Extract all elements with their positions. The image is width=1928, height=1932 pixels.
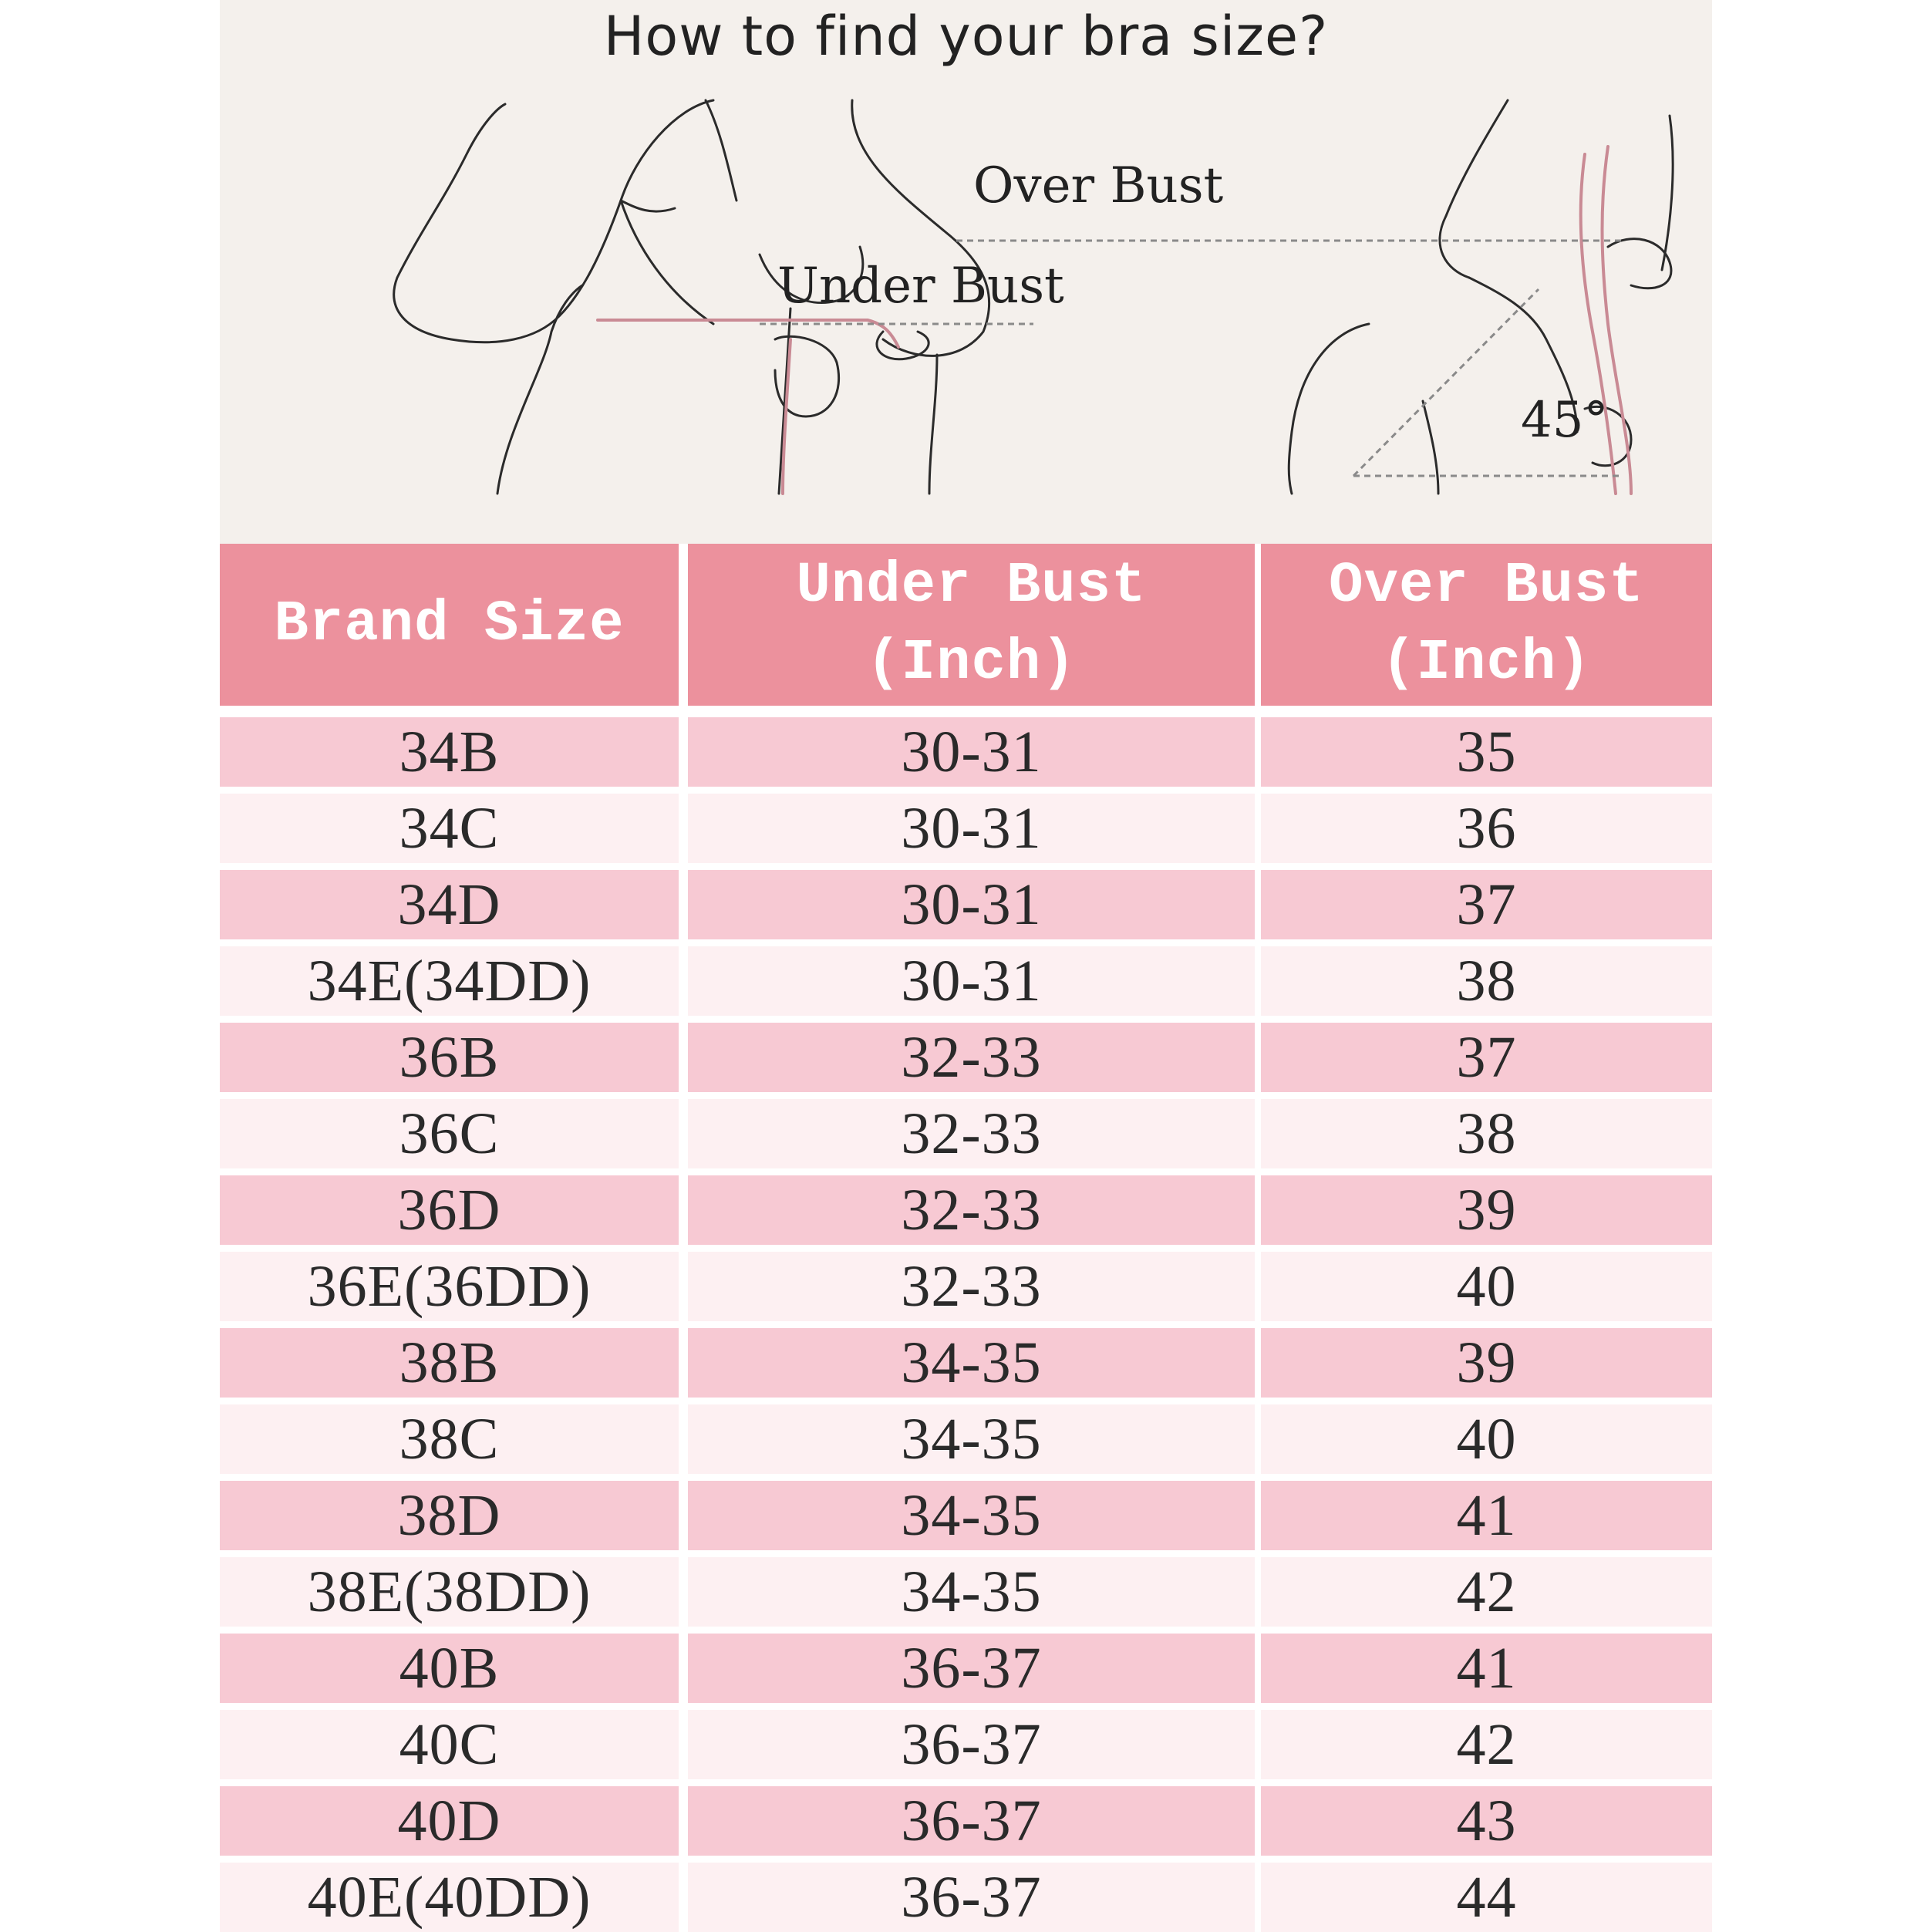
brand-size-cell: 34C: [220, 794, 679, 863]
table-row: [220, 1863, 1712, 1932]
right-figure-hand-top: [1608, 239, 1671, 288]
brand-size-cell: 40E(40DD): [220, 1863, 679, 1932]
over-bust-cell: 38: [1261, 1099, 1712, 1168]
size-table: [220, 544, 1712, 1928]
over-bust-cell: 35: [1261, 717, 1712, 787]
under-bust-cell: 36-37: [688, 1863, 1255, 1932]
table-row: [220, 1023, 1712, 1092]
left-figure-back-line: [929, 355, 937, 494]
brand-size-cell: 38E(38DD): [220, 1557, 679, 1627]
brand-size-cell: 34D: [220, 870, 679, 939]
over-bust-cell: 36: [1261, 794, 1712, 863]
measuring-diagram: [220, 0, 1712, 524]
over-bust-cell: 38: [1261, 946, 1712, 1016]
table-row: [220, 946, 1712, 1016]
table-row: [220, 1404, 1712, 1474]
under-bust-cell: 34-35: [688, 1557, 1255, 1627]
over-bust-label: Over Bust: [973, 157, 1224, 214]
over-bust-cell: 43: [1261, 1786, 1712, 1856]
left-figure-side: [621, 201, 713, 324]
left-figure-shoulder: [706, 100, 736, 201]
brand-size-cell: 36E(36DD): [220, 1252, 679, 1321]
under-bust-cell: 36-37: [688, 1786, 1255, 1856]
header-over-bust-unit: (Inch): [1381, 631, 1592, 696]
table-row: [220, 1710, 1712, 1779]
header-over-bust-text: Over Bust: [1329, 554, 1644, 619]
header-brand-size: [220, 544, 679, 706]
over-bust-cell: 42: [1261, 1557, 1712, 1627]
measuring-illustration: [220, 0, 1712, 524]
brand-size-cell: 36B: [220, 1023, 679, 1092]
brand-size-cell: 40D: [220, 1786, 679, 1856]
table-row: [220, 717, 1712, 787]
table-row: [220, 870, 1712, 939]
left-figure-chest: [852, 100, 989, 356]
table-row: [220, 1099, 1712, 1168]
header-under-bust-text: Under Bust: [796, 554, 1147, 619]
angle-slant-line: [1353, 289, 1539, 476]
table-row: [220, 1557, 1712, 1627]
under-bust-cell: 32-33: [688, 1099, 1255, 1168]
brand-size-cell: 40B: [220, 1634, 679, 1703]
page-title: How to find your bra size?: [603, 5, 1329, 68]
under-bust-cell: 30-31: [688, 946, 1255, 1016]
under-bust-cell: 30-31: [688, 794, 1255, 863]
brand-size-cell: 36D: [220, 1175, 679, 1245]
left-figure-arm: [394, 100, 713, 342]
header-brand-size-text: Brand Size: [274, 592, 625, 657]
under-bust-cell: 30-31: [688, 870, 1255, 939]
header-over-bust: [1261, 544, 1712, 706]
header-under-bust: [688, 544, 1255, 706]
over-bust-cell: 42: [1261, 1710, 1712, 1779]
table-row: [220, 1328, 1712, 1398]
right-figure-arm-upper: [1440, 100, 1508, 278]
brand-size-cell: 38B: [220, 1328, 679, 1398]
brand-size-cell: 38D: [220, 1481, 679, 1550]
table-row: [220, 794, 1712, 863]
over-bust-cell: 40: [1261, 1252, 1712, 1321]
under-bust-cell: 34-35: [688, 1481, 1255, 1550]
over-bust-cell: 40: [1261, 1404, 1712, 1474]
under-bust-cell: 32-33: [688, 1175, 1255, 1245]
size-guide-page: [220, 0, 1712, 1928]
brand-size-cell: 36C: [220, 1099, 679, 1168]
table-row: [220, 1175, 1712, 1245]
left-figure-tape: [598, 320, 898, 347]
under-bust-cell: 34-35: [688, 1404, 1255, 1474]
over-bust-cell: 41: [1261, 1634, 1712, 1703]
right-figure-hip: [1289, 324, 1369, 494]
under-bust-cell: 32-33: [688, 1252, 1255, 1321]
under-bust-cell: 36-37: [688, 1710, 1255, 1779]
table-row: [220, 1634, 1712, 1703]
table-row: [220, 1252, 1712, 1321]
brand-size-cell: 34B: [220, 717, 679, 787]
over-bust-cell: 41: [1261, 1481, 1712, 1550]
right-figure-front: [1423, 401, 1438, 494]
over-bust-cell: 44: [1261, 1863, 1712, 1932]
over-bust-cell: 37: [1261, 1023, 1712, 1092]
table-header-row: [220, 544, 1712, 706]
brand-size-cell: 40C: [220, 1710, 679, 1779]
table-row: [220, 1786, 1712, 1856]
brand-size-cell: 34E(34DD): [220, 946, 679, 1016]
over-bust-cell: 39: [1261, 1175, 1712, 1245]
table-row: [220, 1481, 1712, 1550]
angle-label: 45°: [1521, 392, 1609, 449]
over-bust-cell: 37: [1261, 870, 1712, 939]
brand-size-cell: 38C: [220, 1404, 679, 1474]
left-figure-armpit: [621, 201, 675, 211]
under-bust-label: Under Bust: [777, 258, 1064, 315]
under-bust-cell: 30-31: [688, 717, 1255, 787]
over-bust-cell: 39: [1261, 1328, 1712, 1398]
left-figure-hip-line: [497, 285, 582, 494]
under-bust-cell: 34-35: [688, 1328, 1255, 1398]
under-bust-cell: 36-37: [688, 1634, 1255, 1703]
header-under-bust-unit: (Inch): [866, 631, 1077, 696]
under-bust-cell: 32-33: [688, 1023, 1255, 1092]
right-figure-back: [1662, 116, 1673, 270]
